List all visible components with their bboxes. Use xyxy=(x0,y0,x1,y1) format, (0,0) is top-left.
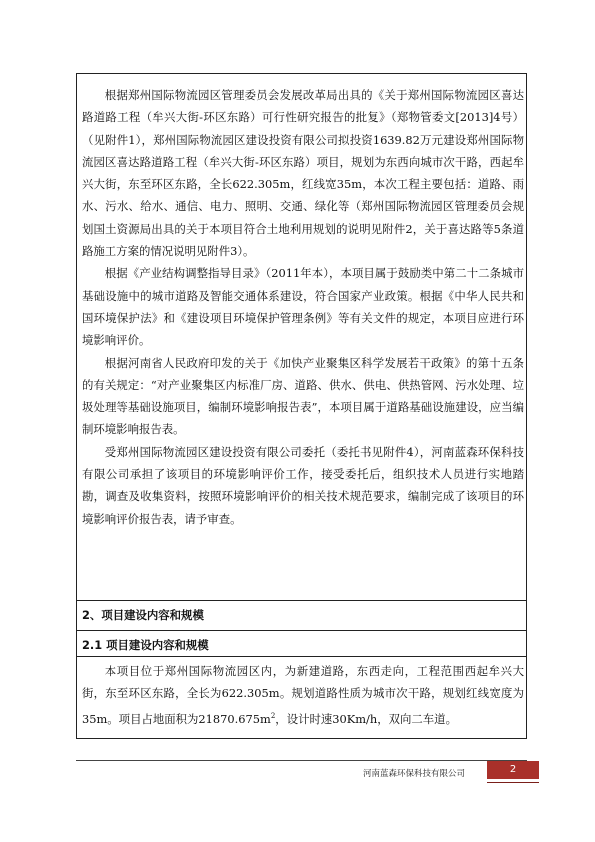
page-number-underline xyxy=(487,782,539,783)
subsection-text: 本项目位于郑州国际物流园区内，为新建道路，东西走向，工程范围西起牟兴大街，东至环区东路，全长为622.305m。规划道路性质为城市次干路，规划红线宽度为35m。项目占地面积为21870.675m xyxy=(82,664,524,726)
subsection-text-tail: ，设计时速30Km/h，双向二车道。 xyxy=(275,711,457,726)
subsection-heading: 2.1 项目建设内容和规模 xyxy=(82,638,209,652)
paragraph-industry-policy: 根据《产业结构调整指导目录》（2011年本），本项目属于鼓励类中第二十二条城市基础设施中的城市道路及智能交通体系建设，符合国家产业政策。根据《中华人民共和国环境保护法》和《建设项目环境保护管理条例》等有关文件的规定，本项目应进行环境影响评价。 xyxy=(82,266,524,348)
page-number: 2 xyxy=(487,761,539,779)
subsection-paragraph xyxy=(82,660,524,730)
subsection-divider xyxy=(76,630,527,631)
section-divider xyxy=(76,600,527,601)
footer-rule xyxy=(76,760,527,761)
paragraph-provincial-policy: 根据河南省人民政府印发的关于《加快产业聚集区科学发展若干政策》的第十五条的有关规定：“对产业聚集区内标准厂房、道路、供水、供电、供热管网、污水处理、垃圾处理等基础设施项目，编制环境影响报告表”，本项目属于道路基础设施建设，应当编制环境影响报告表。 xyxy=(82,355,524,437)
paragraph-commission: 受郑州国际物流园区建设投资有限公司委托（委托书见附件4），河南蓝森环保科技有限公司承担了该项目的环境影响评价工作，接受委托后，组织技术人员进行实地踏勘，调查及收集资料，按照环境影响评价的相关技术规范要求，编制完成了该项目的环境影响评价报告表，请予审查。 xyxy=(82,444,524,526)
section-heading: 2、项目建设内容和规模 xyxy=(82,608,204,622)
subsection-text-divider xyxy=(76,656,527,657)
footer-company: 河南蓝森环保科技有限公司 xyxy=(362,769,465,779)
area-unit-superscript: 2 xyxy=(270,711,276,720)
document-body xyxy=(82,84,524,530)
paragraph-approval: 根据郑州国际物流园区管理委员会发展改革局出具的《关于郑州国际物流园区喜达路道路工程（牟兴大街-环区东路）可行性研究报告的批复》（郑物管委文[2013]4号）（见附件1），郑州国际物流园区建设投资有限公司拟投资1639.82万元建设郑州国际物流园区喜达路道路工程（牟兴大街-环区东路）项目，规划为东西向城市次干路，西起牟兴大街，东至环区东路，全长622.305m，红线宽35m，本次工程主要包括：道路、雨水、污水、给水、通信、电力、照明、交通、绿化等（郑州国际物流园区管理委员会规划国土资源局出具的关于本项目符合土地利用规划的说明见附件2，关于喜达路等5条道路施工方案的情况说明见附件3）。 xyxy=(82,88,524,259)
